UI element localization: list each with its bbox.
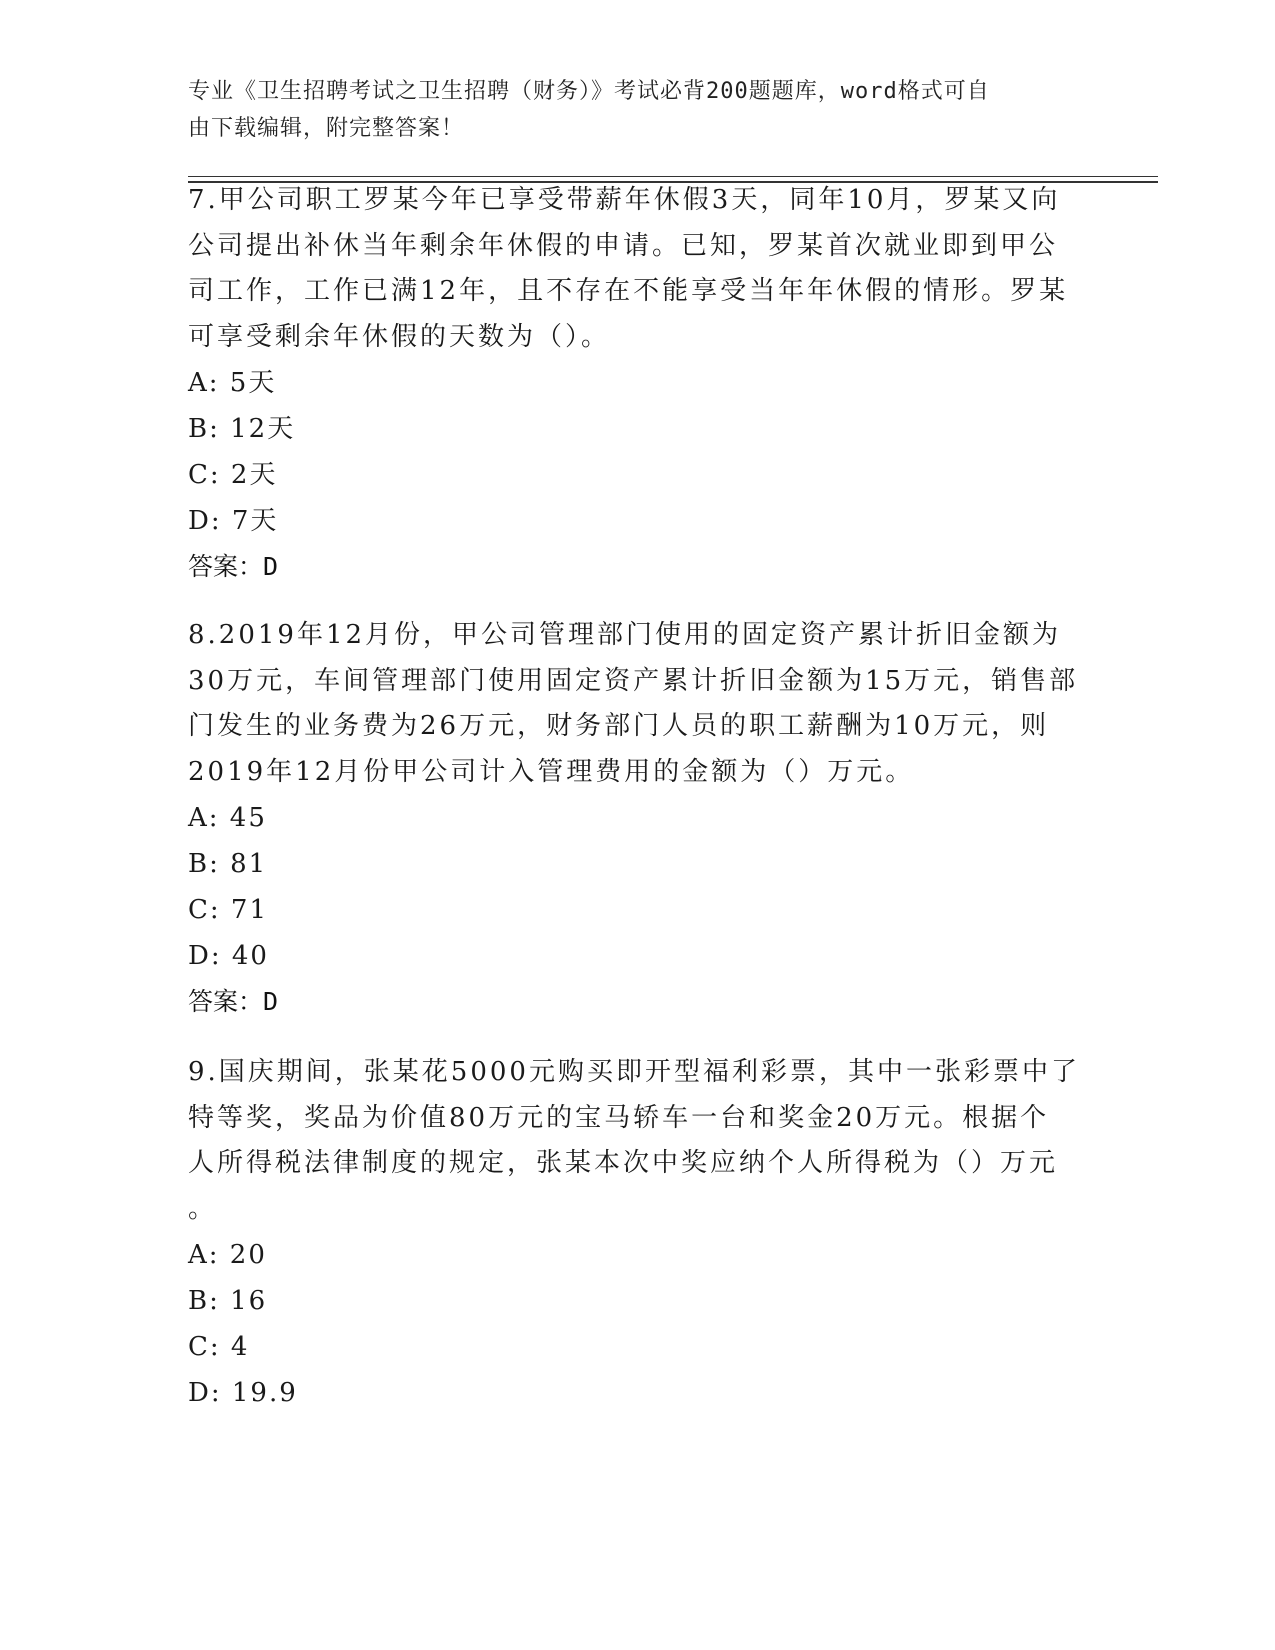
option-a: A: 45 xyxy=(188,803,267,833)
question-stem-line: 9.国庆期间，张某花5000元购买即开型福利彩票，其中一张彩票中了 xyxy=(188,1057,1080,1087)
question-stem xyxy=(188,1050,1088,1232)
question-stem-line: 。 xyxy=(188,1193,218,1224)
document-header xyxy=(188,73,1068,147)
option-d: D: 7天 xyxy=(188,506,279,536)
question-stem-line: 8.2019年12月份，甲公司管理部门使用的固定资产累计折旧金额为 xyxy=(188,620,1062,650)
answer: 答案：D xyxy=(188,987,279,1016)
option-c: C: 2天 xyxy=(188,460,278,490)
question-stem-line: 可享受剩余年休假的天数为（）。 xyxy=(188,321,611,352)
question-stem xyxy=(188,613,1088,795)
option-a: A: 5天 xyxy=(188,368,277,398)
header-line-2: 由下载编辑，附完整答案！ xyxy=(188,116,465,141)
answer: 答案：D xyxy=(188,552,279,581)
question-stem-line: 司工作，工作已满12年，且不存在不能享受当年年休假的情形。罗某 xyxy=(188,276,1069,306)
question-9 xyxy=(188,1050,1088,1416)
header-divider-thin xyxy=(188,176,1158,177)
option-c: C: 4 xyxy=(188,1332,250,1362)
option-d: D: 40 xyxy=(188,941,269,971)
question-stem-line: 7.甲公司职工罗某今年已享受带薪年休假3天，同年10月，罗某又向 xyxy=(188,185,1061,215)
question-stem-line: 公司提出补休当年剩余年休假的申请。已知，罗某首次就业即到甲公 xyxy=(188,230,1059,261)
question-stem xyxy=(188,178,1088,360)
question-8 xyxy=(188,613,1088,1025)
question-stem-line: 2019年12月份甲公司计入管理费用的金额为（）万元。 xyxy=(188,756,915,787)
question-7 xyxy=(188,178,1088,590)
question-stem-line: 特等奖，奖品为价值80万元的宝马轿车一台和奖金20万元。根据个 xyxy=(188,1102,1050,1133)
option-b: B: 81 xyxy=(188,849,268,879)
option-a: A: 20 xyxy=(188,1240,267,1270)
option-d: D: 19.9 xyxy=(188,1378,298,1408)
question-stem-line: 30万元，车间管理部门使用固定资产累计折旧金额为15万元，销售部 xyxy=(188,665,1079,696)
option-b: B: 12天 xyxy=(188,414,296,444)
header-line-1: 专业《卫生招聘考试之卫生招聘（财务）》考试必背200题题库，word格式可自 xyxy=(188,79,990,104)
option-c: C: 71 xyxy=(188,895,269,925)
question-stem-line: 门发生的业务费为26万元，财务部门人员的职工薪酬为10万元，则 xyxy=(188,711,1050,741)
question-stem-line: 人所得税法律制度的规定，张某本次中奖应纳个人所得税为（）万元 xyxy=(188,1148,1059,1178)
option-b: B: 16 xyxy=(188,1286,268,1316)
